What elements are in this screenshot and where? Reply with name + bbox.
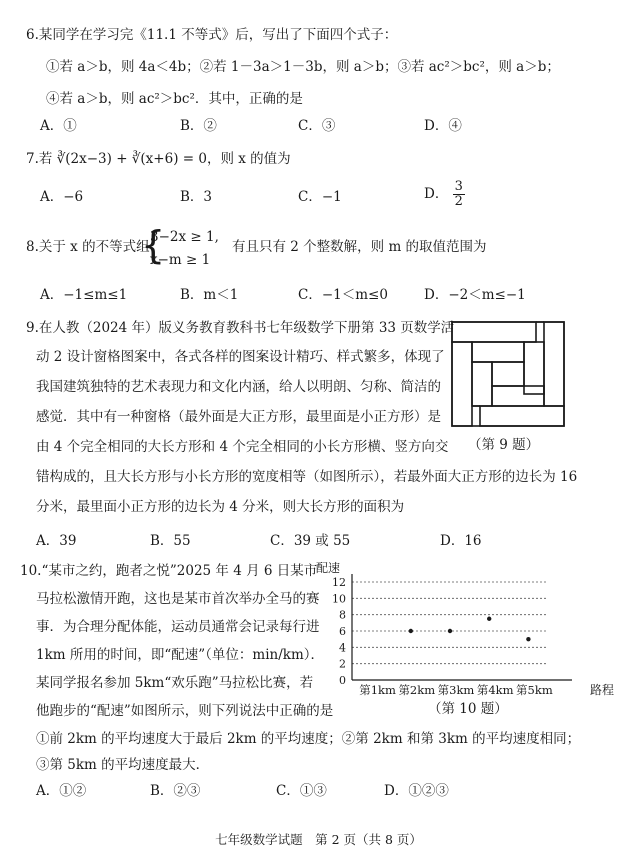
fraction-numerator: 3 [454,179,463,194]
page-footer: 七年级数学试题 第 2 页（共 8 页） [215,832,422,847]
chart-data-point [448,629,452,633]
q6-option-a: A．① [40,118,77,134]
q10-option-a: A．①② [36,783,87,799]
q10-option-d: D．①②③ [384,783,449,799]
q8-option-a: A．−1≤m≤1 [40,287,128,303]
q10-text-line: 事．为合理分配体能，运动员通常会记录每行进 [36,619,320,635]
q10-text-line: 马拉松激情开跑，这也是某市首次举办全马的赛 [36,591,320,607]
q9-text-line: 分米，最里面小正方形的边长为 4 分米，则大长方形的面积为 [36,499,405,515]
q6-stem: 6.某同学在学习完《11.1 不等式》后，写出了下面四个式子： [26,27,398,43]
q10-text-line: 10.“某市之约，跑者之悦”2025 年 4 月 6 日某市 [20,563,318,579]
q9-text-line: 9.在人教（2024 年）版义务教育教科书七年级数学下册第 33 页数学活 [26,320,455,336]
fraction-denominator: 2 [454,194,463,209]
chart-x-tick-label: 第3km [437,683,475,696]
q8-stem-left: 8.关于 x 的不等式组 [26,239,150,255]
q8-system-line-1: 3−2x ≥ 1, [150,229,219,245]
q6-statement-line: ①若 a＞b，则 4a＜4b；②若 1－3a＞1－3b，则 a＞b；③若 ac²＞bc²，则 a＞b； [46,59,560,75]
chart-x-tick-label: 第1km [359,683,396,696]
q7-option-d-fraction [453,180,465,209]
q10-option-c: C．①③ [276,783,327,799]
q10-statements: ③第 5km 的平均速度最大． [36,757,210,773]
chart-data-point [487,617,491,621]
q6-statement-line: ④若 a＞b，则 ac²＞bc²．其中，正确的是 [46,91,303,107]
q9-option-b: B．55 [150,533,191,549]
q10-option-b: B．②③ [150,783,201,799]
q10-text-line: 他跑步的“配速”如图所示，则下列说法中正确的是 [36,703,334,719]
q8-option-b: B．m＜1 [180,287,239,303]
q9-text-line: 感觉．其中有一种窗格（最外面是大正方形，最里面是小正方形）是 [36,409,441,425]
q7-option-a: A．−6 [40,189,84,205]
brace-symbol: { [141,223,166,267]
chart-x-axis-label: 路程 [590,683,615,696]
chart-data-point [409,629,413,633]
q8-option-d: D．−2＜m≤−1 [424,287,526,303]
q9-text-line: 我国建筑独特的艺术表现力和文化内涵，给人以明朗、匀称、简洁的 [36,379,441,395]
q7-option-c: C．−1 [298,189,342,205]
q9-option-d: D．16 [440,533,482,549]
chart-y-tick-label: 6 [339,625,346,638]
q6-option-c: C．③ [298,118,336,134]
chart-x-tick-label: 第4km [476,683,514,696]
q7-option-b: B．3 [180,189,213,205]
q7-option-d [424,180,465,209]
chart-y-tick-label: 2 [339,657,346,671]
q8-system-line-2: x−m ≥ 1 [150,252,211,268]
q7-stem: 7.若 ∛(2x−3) + ∛(x+6) = 0，则 x 的值为 [26,151,291,167]
figure-9-caption: （第 9 题） [468,437,540,453]
q9-option-c: C．39 或 55 [270,533,351,549]
chart-y-tick-label: 4 [339,641,346,655]
chart-data-point [526,637,530,641]
q9-text-line: 错构成的，且大长方形与小长方形的宽度相等（如图所示），若最外面大正方形的边长为 16 [36,469,578,485]
chart-x-tick-label: 第2km [398,683,436,696]
chart-y-tick-label: 12 [332,576,346,589]
q9-option-a: A．39 [36,533,77,549]
q8-stem-right: 有且只有 2 个整数解，则 m 的取值范围为 [232,239,487,255]
pace-chart [310,560,624,696]
q10-text-line: 某同学报名参加 5km“欢乐跑”马拉松比赛，若 [36,675,314,691]
q7-option-d-label: D． [424,186,449,202]
window-lattice-figure [450,320,578,428]
q6-option-b: B．② [180,118,217,134]
q8-option-c: C．−1＜m≤0 [298,287,388,303]
q10-statements: ①前 2km 的平均速度大于最后 2km 的平均速度；②第 2km 和第 3km 的平均速度相同； [36,731,581,747]
chart-x-tick-label: 第5km [516,683,553,696]
chart-y-tick-label: 10 [332,592,346,606]
figure-10-caption: （第 10 题） [428,701,508,717]
chart-y-axis-label: 配速 [316,561,341,575]
q6-option-d: D．④ [424,118,462,134]
q9-text-line: 由 4 个完全相同的大长方形和 4 个完全相同的小长方形横、竖方向交 [36,439,449,455]
chart-y-tick-label: 8 [339,608,346,622]
chart-y-tick-label: 0 [339,674,346,687]
q9-text-line: 动 2 设计窗格图案中，各式各样的图案设计精巧、样式繁多，体现了 [36,349,445,365]
q10-text-line: 1km 所用的时间，即“配速”（单位：min/km）． [36,647,325,663]
